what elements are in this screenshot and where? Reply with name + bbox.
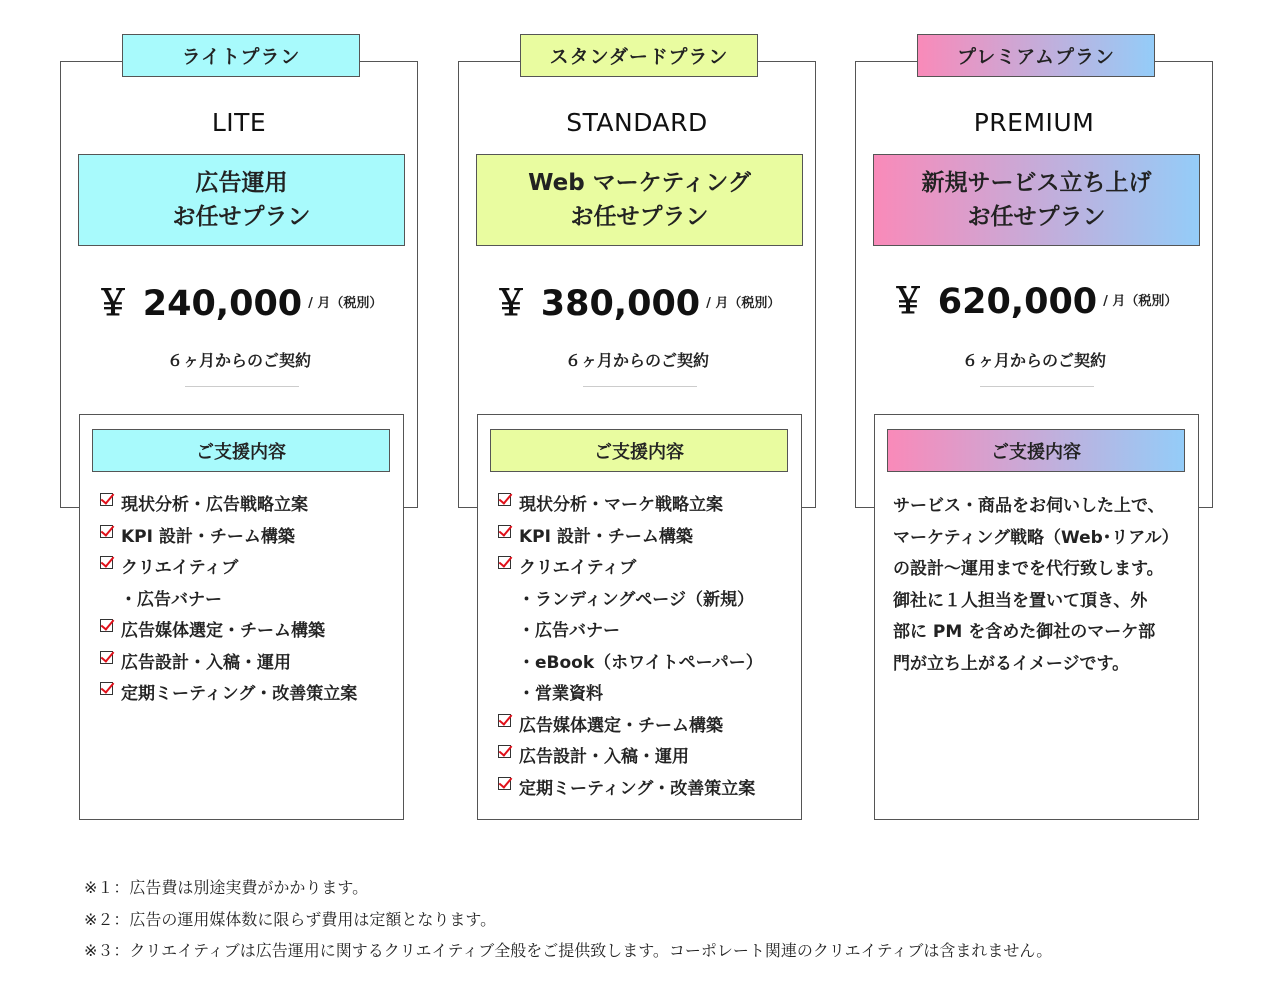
contract-term: ６ヶ月からのご契約: [166, 351, 311, 370]
support-item: [100, 487, 397, 519]
support-item: [498, 487, 795, 519]
support-item-label: ・ランディングページ（新規）: [518, 589, 754, 610]
support-subitem: [498, 645, 795, 677]
description-line: 門が立ち上がるイメージです。: [893, 653, 1130, 674]
plan-name: LITE: [211, 108, 267, 137]
support-item: [498, 771, 795, 803]
support-item-label: 現状分析・広告戦略立案: [121, 495, 308, 516]
description-line: の設計〜運用までを代行致します。: [893, 559, 1164, 579]
checkbox-icon: [498, 777, 511, 790]
price-unit: / 月（税別）: [706, 295, 781, 311]
support-list: [498, 487, 795, 802]
checkbox-icon: [100, 556, 113, 569]
checkbox-icon: [498, 714, 511, 727]
description-line: 御社に１人担当を置いて頂き、外: [893, 590, 1148, 611]
support-item-label: ・広告バナー: [518, 621, 620, 642]
support-subitem: [498, 613, 795, 645]
divider: [980, 386, 1094, 387]
support-subitem: [498, 676, 795, 708]
price-amount: ￥ 380,000: [493, 284, 701, 324]
divider: [185, 386, 299, 387]
support-subitem: [498, 582, 795, 614]
support-item: [498, 519, 795, 551]
description-line: 部に PM を含めた御社のマーケ部: [893, 622, 1156, 642]
support-item-label: ・eBook（ホワイトペーパー）: [518, 652, 763, 673]
support-item: [100, 613, 397, 645]
headline-line: お任せプラン: [570, 204, 709, 230]
support-subitem: [100, 582, 397, 614]
description-line: マーケティング戦略（Web･リアル）: [893, 527, 1179, 548]
support-title: ご支援内容: [887, 429, 1185, 472]
divider: [583, 386, 697, 387]
contract-term: ６ヶ月からのご契約: [961, 351, 1106, 370]
plan-headline: [476, 154, 803, 246]
plan-tag: スタンダードプラン: [520, 34, 758, 77]
plan-tag: プレミアムプラン: [917, 34, 1155, 77]
support-item-label: 広告設計・入稿・運用: [121, 652, 291, 673]
support-box: [874, 414, 1199, 820]
support-item: [498, 739, 795, 771]
price-amount: ￥ 240,000: [95, 284, 303, 324]
headline-line: 広告運用: [195, 170, 288, 196]
support-item-label: KPI 設計・チーム構築: [121, 526, 295, 547]
checkbox-icon: [100, 525, 113, 538]
support-box: [79, 414, 404, 820]
plan-name: STANDARD: [566, 108, 708, 137]
plan-card-standard: [418, 0, 818, 830]
checkbox-icon: [498, 745, 511, 758]
description-line: サービス・商品をお伺いした上で、: [893, 496, 1165, 516]
price-amount: ￥ 620,000: [890, 282, 1098, 322]
support-item: [100, 519, 397, 551]
support-item: [498, 708, 795, 740]
checkbox-icon: [100, 493, 113, 506]
support-item-label: 広告媒体選定・チーム構築: [519, 715, 723, 736]
support-item-label: 広告媒体選定・チーム構築: [121, 621, 325, 642]
support-title: ご支援内容: [92, 429, 390, 472]
support-box: [477, 414, 802, 820]
footnotes: [84, 872, 1052, 967]
plan-price: [458, 276, 816, 326]
support-item-label: ・広告バナー: [120, 589, 222, 610]
support-item: [100, 676, 397, 708]
support-item-label: 定期ミーティング・改善策立案: [519, 778, 756, 799]
checkbox-icon: [498, 556, 511, 569]
checkbox-icon: [100, 619, 113, 632]
contract-term: ６ヶ月からのご契約: [564, 351, 709, 370]
support-title: ご支援内容: [490, 429, 788, 472]
support-item-label: 定期ミーティング・改善策立案: [121, 684, 358, 705]
checkbox-icon: [498, 493, 511, 506]
price-unit: / 月（税別）: [308, 295, 383, 311]
support-item-label: KPI 設計・チーム構築: [519, 526, 693, 547]
checkbox-icon: [498, 525, 511, 538]
support-item-label: ・営業資料: [518, 684, 603, 705]
plan-description: [893, 491, 1193, 680]
support-item: [100, 645, 397, 677]
headline-line: お任せプラン: [172, 204, 311, 230]
plan-tag: ライトプラン: [122, 34, 360, 77]
checkbox-icon: [100, 682, 113, 695]
support-item-label: 広告設計・入稿・運用: [519, 747, 689, 768]
support-list: [100, 487, 397, 708]
support-item: [498, 550, 795, 582]
headline-line: お任せプラン: [967, 204, 1106, 230]
checkbox-icon: [100, 651, 113, 664]
plan-card-lite: [20, 0, 420, 830]
plan-price: [855, 274, 1213, 324]
plan-price: [60, 276, 418, 326]
headline-line: 新規サービス立ち上げ: [921, 170, 1152, 196]
footnote: ※２：広告の運用媒体数に限らず費用は定額となります。: [84, 909, 497, 929]
support-item: [100, 550, 397, 582]
headline-line: Web マーケティング: [528, 170, 751, 196]
plan-headline: [873, 154, 1200, 246]
support-item-label: クリエイティブ: [519, 558, 637, 579]
footnote: ※３：クリエイティブは広告運用に関するクリエイティブ全般をご提供致します。コーポレート関連のクリエイティブは含まれません。: [84, 941, 1053, 960]
support-item-label: クリエイティブ: [121, 558, 239, 579]
plan-card-premium: [815, 0, 1215, 830]
price-unit: / 月（税別）: [1103, 293, 1178, 309]
plan-name: PREMIUM: [973, 108, 1095, 137]
plan-headline: [78, 154, 405, 246]
support-item-label: 現状分析・マーケ戦略立案: [519, 495, 723, 516]
footnote: ※１：広告費は別途実費がかかります。: [84, 878, 369, 897]
